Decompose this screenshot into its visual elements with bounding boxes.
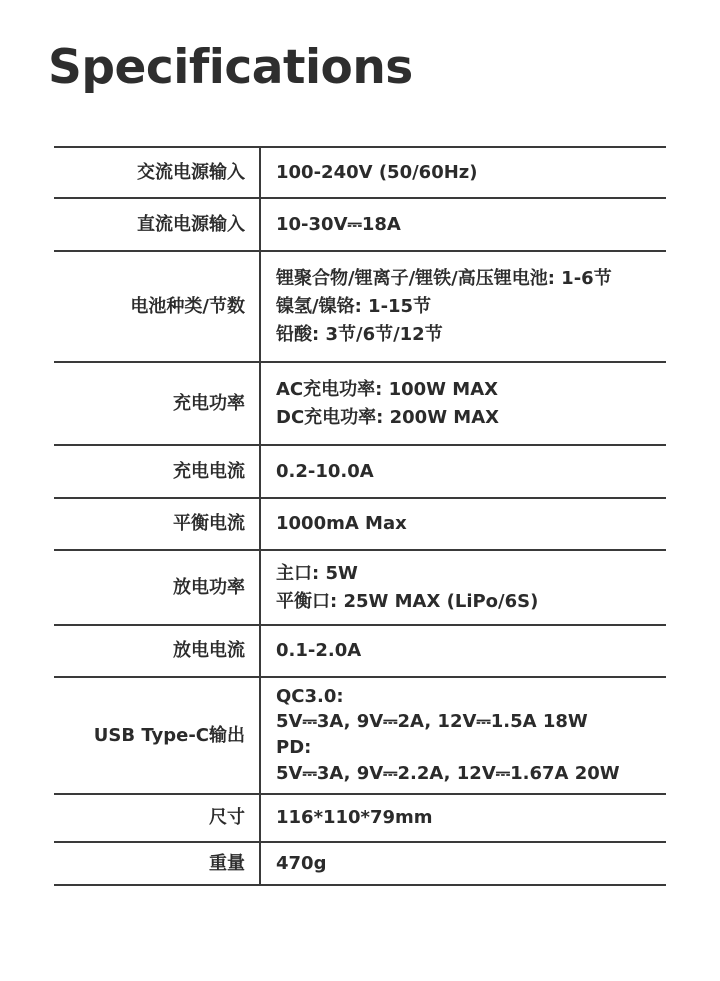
row-value-battery-type (260, 251, 666, 362)
row-value-balance-current (260, 498, 666, 550)
table-row (54, 147, 666, 198)
page-title: Specifications (48, 40, 413, 95)
row-label-charge-power: 充电功率 (54, 362, 260, 445)
row-value-discharge-current (260, 625, 666, 677)
value-line: 5V⎓3A, 9V⎓2.2A, 12V⎓1.67A 20W (276, 762, 620, 784)
value-line: 470g (276, 852, 327, 874)
value-line: PD: (276, 736, 312, 758)
row-value-discharge-power (260, 550, 666, 625)
value-line: 116*110*79mm (276, 807, 433, 828)
table-row (54, 498, 666, 550)
value-line: QC3.0: (276, 685, 344, 707)
table-row (54, 794, 666, 842)
table-row (54, 842, 666, 885)
row-value-charge-current (260, 445, 666, 498)
row-label-discharge-current: 放电电流 (54, 625, 260, 677)
row-value-ac-input (260, 147, 666, 198)
row-label-dimensions: 尺寸 (54, 794, 260, 842)
table-row (54, 550, 666, 625)
value-line: 锂聚合物/锂离子/锂铁/高压锂电池: 1-6节 (276, 267, 612, 289)
table-row (54, 198, 666, 251)
row-value-weight (260, 842, 666, 885)
row-label-usb-output: USB Type-C输出 (54, 677, 260, 794)
value-line: 10-30V⎓18A (276, 213, 401, 235)
table-row (54, 677, 666, 794)
spec-table (54, 146, 666, 886)
row-value-dimensions (260, 794, 666, 842)
row-label-discharge-power: 放电功率 (54, 550, 260, 625)
table-row (54, 445, 666, 498)
value-line: 1000mA Max (276, 513, 407, 534)
row-value-charge-power (260, 362, 666, 445)
value-line: 0.2-10.0A (276, 460, 374, 482)
value-line: 铅酸: 3节/6节/12节 (276, 323, 443, 345)
row-label-dc-input: 直流电源输入 (54, 198, 260, 251)
value-line: 平衡口: 25W MAX (LiPo/6S) (276, 590, 539, 612)
value-line: 5V⎓3A, 9V⎓2A, 12V⎓1.5A 18W (276, 710, 588, 732)
value-line: 镍氢/镍铬: 1-15节 (276, 295, 432, 317)
value-line: 0.1-2.0A (276, 640, 362, 661)
row-value-dc-input (260, 198, 666, 251)
value-line: DC充电功率: 200W MAX (276, 406, 500, 428)
row-label-battery-type: 电池种类/节数 (54, 251, 260, 362)
row-label-charge-current: 充电电流 (54, 445, 260, 498)
row-value-usb-output (260, 677, 666, 794)
row-label-balance-current: 平衡电流 (54, 498, 260, 550)
value-line: AC充电功率: 100W MAX (276, 378, 499, 400)
table-row (54, 362, 666, 445)
row-label-weight: 重量 (54, 842, 260, 885)
row-label-ac-input: 交流电源输入 (54, 147, 260, 198)
value-line: 主口: 5W (276, 562, 358, 584)
value-line: 100-240V (50/60Hz) (276, 161, 478, 183)
table-row (54, 251, 666, 362)
table-row (54, 625, 666, 677)
